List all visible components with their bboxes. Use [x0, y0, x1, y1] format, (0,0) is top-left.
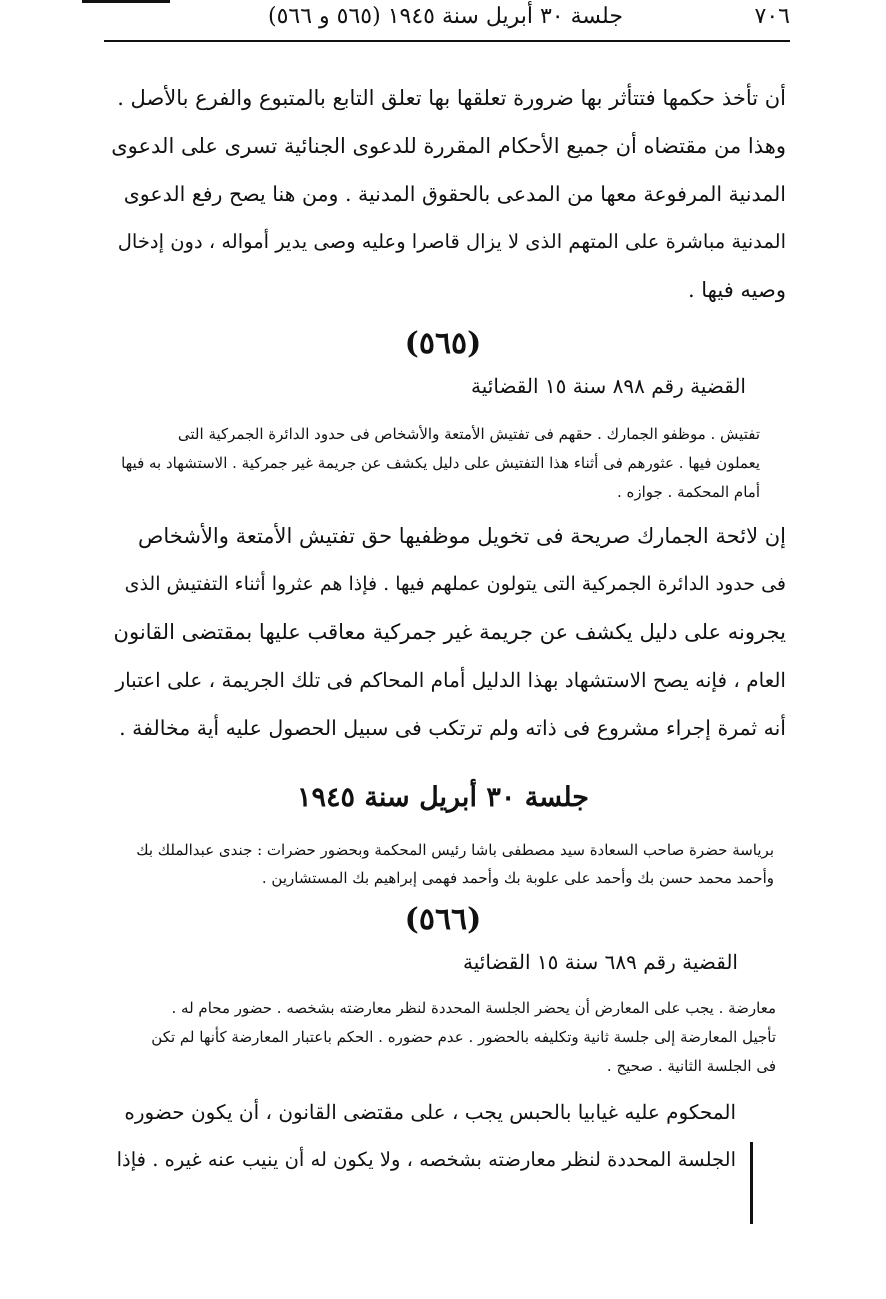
- case-reference-565: القضية رقم ٨٩٨ سنة ١٥ القضائية: [471, 374, 746, 398]
- top-edge-mark: [82, 0, 170, 3]
- summary-line: تأجيل المعارضة إلى جلسة ثانية وتكليفه بالحضور . عدم حضوره . الحكم باعتبار المعارضة كأنها لم تكن: [151, 1028, 776, 1046]
- case-reference-566: القضية رقم ٦٨٩ سنة ١٥ القضائية: [463, 950, 738, 974]
- case-body-565: [108, 512, 786, 752]
- intro-line: المدنية مباشرة على المتهم الذى لا يزال قاصرا وعليه وصى يدير أمواله ، دون إدخال: [117, 230, 786, 253]
- body-line: إن لائحة الجمارك صريحة فى تخويل موظفيها حق تفتيش الأمتعة والأشخاص: [138, 524, 786, 548]
- body-line: العام ، فإنه يصح الاستشهاد بهذا الدليل أمام المحاكم فى تلك الجريمة ، على اعتبار: [115, 668, 786, 692]
- body-line: أنه ثمرة إجراء مشروع فى ذاته ولم ترتكب فى سبيل الحصول عليه أية مخالفة .: [119, 716, 786, 740]
- summary-line: فى الجلسة الثانية . صحيح .: [606, 1057, 776, 1075]
- presidency-line: برياسة حضرة صاحب السعادة سيد مصطفى باشا رئيس المحكمة وبحضور حضرات : جندى عبدالملك بك: [136, 841, 774, 859]
- session-title: جلسة ٣٠ أبريل سنة ١٩٤٥: [297, 782, 589, 813]
- intro-line: وهذا من مقتضاه أن جميع الأحكام المقررة للدعوى الجنائية تسرى على الدعوى: [111, 134, 786, 158]
- margin-bar: [750, 1142, 753, 1224]
- case-summary-566: [102, 994, 776, 1081]
- session-presidency: [108, 836, 774, 892]
- case-body-566: [110, 1088, 736, 1184]
- intro-paragraph: [110, 74, 786, 314]
- page-number: ٧٠٦: [754, 4, 790, 29]
- presidency-line: وأحمد محمد حسن بك وأحمد على علوبة بك وأحمد فهمى إبراهيم بك المستشارين .: [261, 869, 774, 887]
- running-title: جلسة ٣٠ أبريل سنة ١٩٤٥ (٥٦٥ و ٥٦٦): [268, 4, 623, 29]
- summary-line: تفتيش . موظفو الجمارك . حقهم فى تفتيش الأمتعة والأشخاص فى حدود الدائرة الجمركية التى: [177, 425, 760, 443]
- body-line: الجلسة المحددة لنظر معارضته بشخصه ، ولا يكون له أن ينيب عنه غيره . فإذا: [116, 1148, 736, 1171]
- body-line: يجرونه على دليل يكشف عن جريمة غير جمركية معاقب عليها بمقتضى القانون: [113, 620, 786, 644]
- case-number-566: (٥٦٦): [404, 902, 482, 937]
- intro-line: المدنية المرفوعة معها من المدعى بالحقوق المدنية . ومن هنا يصح رفع الدعوى: [123, 182, 786, 206]
- page-header: [98, 4, 790, 36]
- summary-line: أمام المحكمة . جوازه .: [616, 483, 760, 501]
- header-rule: [104, 40, 790, 42]
- intro-line: أن تأخذ حكمها فتتأثر بها ضرورة تعلقها بها تعلق التابع بالمتبوع والفرع بالأصل .: [117, 86, 786, 110]
- intro-line: وصيه فيها .: [687, 278, 786, 302]
- case-summary-565: [106, 420, 760, 507]
- summary-line: معارضة . يجب على المعارض أن يحضر الجلسة المحددة لنظر معارضته بشخصه . حضور محام له .: [171, 999, 776, 1017]
- body-line: فى حدود الدائرة الجمركية التى يتولون عملهم فيها . فإذا هم عثروا أثناء التفتيش الذى: [124, 573, 786, 595]
- summary-line: يعملون فيها . عثورهم فى أثناء هذا التفتيش على دليل يكشف عن جريمة غير جمركية . الاستشهاد به فيها: [121, 454, 760, 472]
- body-line: المحكوم عليه غيابيا بالحبس يجب ، على مقتضى القانون ، أن يكون حضوره: [124, 1100, 736, 1124]
- case-number-565: (٥٦٥): [404, 326, 482, 361]
